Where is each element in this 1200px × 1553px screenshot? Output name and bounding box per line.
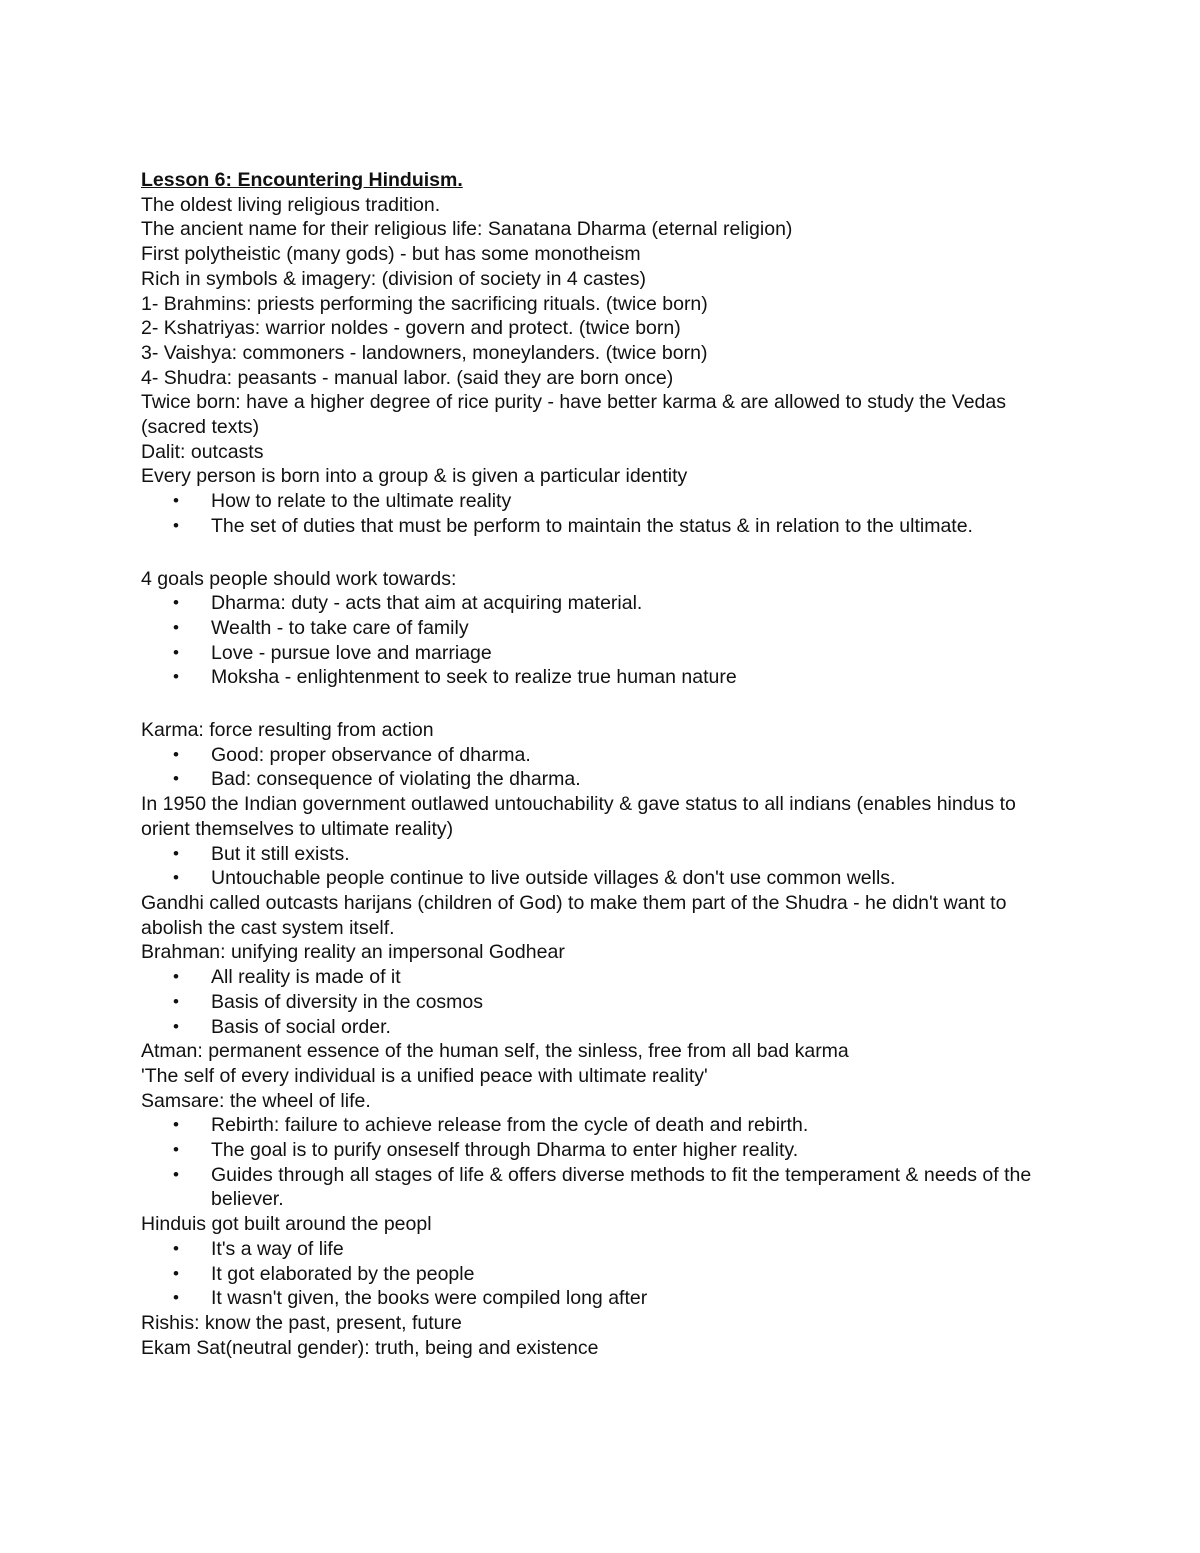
- bullet-icon: •: [173, 843, 179, 863]
- list-item-text: Rebirth: failure to achieve release from the cycle of death and rebirth.: [211, 1114, 809, 1137]
- list-item-text: How to relate to the ultimate reality: [211, 490, 512, 513]
- list-item-text: The set of duties that must be perform to maintain the status & in relation to the ultimate.: [211, 514, 973, 537]
- list-item-text: It got elaborated by the people: [211, 1262, 475, 1285]
- bullet-icon: •: [173, 744, 179, 764]
- brahman-list: [141, 965, 1061, 1039]
- list-item: [141, 641, 1061, 666]
- list-item-text: Basis of social order.: [211, 1015, 391, 1038]
- caste-brahmins: 1- Brahmins: priests performing the sacrificing rituals. (twice born): [141, 292, 708, 315]
- list-item-text: The goal is to purify onseself through Dharma to enter higher reality.: [211, 1139, 799, 1162]
- list-item-text: All reality is made of it: [211, 966, 401, 989]
- list-item: [141, 990, 1061, 1015]
- list-item: [141, 591, 1061, 616]
- bullet-icon: •: [173, 1288, 179, 1308]
- list-item: [141, 1237, 1061, 1262]
- list-item-text: Moksha - enlightenment to seek to realize true human nature: [211, 666, 737, 689]
- text-line: Every person is born into a group & is given a particular identity: [141, 465, 688, 488]
- text-line: Gandhi called outcasts harijans (children of God) to make them part of the Shudra - he didn't want to abolish the cast system itself.: [141, 891, 1007, 939]
- bullet-icon: •: [173, 868, 179, 888]
- lesson-title: Lesson 6: Encountering Hinduism.: [141, 169, 463, 191]
- list-item: [141, 1138, 1061, 1163]
- karma-heading: Karma: force resulting from action: [141, 719, 434, 742]
- bullet-icon: •: [173, 991, 179, 1011]
- list-item-text: Wealth - to take care of family: [211, 616, 469, 639]
- list-item-text: Dharma: duty - acts that aim at acquiring material.: [211, 592, 643, 615]
- bullet-list: [141, 489, 1061, 538]
- karma-list: [141, 743, 1061, 792]
- text-line: Rich in symbols & imagery: (division of society in 4 castes): [141, 267, 647, 290]
- bullet-icon: •: [173, 769, 179, 789]
- list-item: [141, 514, 1061, 539]
- list-item-text: Bad: consequence of violating the dharma.: [211, 768, 581, 791]
- list-item-text: Untouchable people continue to live outside villages & don't use common wells.: [211, 867, 896, 890]
- bullet-icon: •: [173, 593, 179, 613]
- list-item-text: Basis of diversity in the cosmos: [211, 990, 484, 1013]
- samsare-heading: Samsare: the wheel of life.: [141, 1089, 371, 1112]
- brahman-heading: Brahman: unifying reality an impersonal Godhear: [141, 941, 565, 964]
- bullet-icon: •: [173, 667, 179, 687]
- bullet-icon: •: [173, 1238, 179, 1258]
- samsare-list: [141, 1113, 1061, 1212]
- blank-line: [141, 539, 1061, 567]
- bullet-icon: •: [173, 1016, 179, 1036]
- text-line: Dalit: outcasts: [141, 440, 264, 463]
- bullet-icon: •: [173, 515, 179, 535]
- list-item-text: It's a way of life: [211, 1237, 344, 1260]
- list-item: [141, 1015, 1061, 1040]
- bullet-icon: •: [173, 1164, 179, 1184]
- rishis-line: Rishis: know the past, present, future: [141, 1311, 462, 1334]
- list-item: [141, 1113, 1061, 1138]
- law-list: [141, 842, 1061, 891]
- list-item: [141, 866, 1061, 891]
- bullet-icon: •: [173, 1115, 179, 1135]
- list-item: [141, 1262, 1061, 1287]
- goals-list: [141, 591, 1061, 690]
- bullet-icon: •: [173, 1140, 179, 1160]
- text-line: In 1950 the Indian government outlawed untouchability & gave status to all indians (enables hindus to orient themselves to ultimate reality): [141, 793, 1016, 840]
- text-line: The oldest living religious tradition.: [141, 193, 441, 216]
- list-item: [141, 767, 1061, 792]
- atman-line: Atman: permanent essence of the human self, the sinless, free from all bad karma: [141, 1040, 849, 1063]
- bullet-icon: •: [173, 967, 179, 987]
- goals-intro: 4 goals people should work towards:: [141, 567, 457, 590]
- list-item-text: Good: proper observance of dharma.: [211, 743, 531, 766]
- caste-kshatriyas: 2- Kshatriyas: warrior noldes - govern and protect. (twice born): [141, 317, 681, 340]
- quote-line: 'The self of every individual is a unified peace with ultimate reality': [141, 1064, 708, 1087]
- document-page: [141, 168, 1061, 1360]
- list-item-text: But it still exists.: [211, 842, 350, 865]
- hinduis-list: [141, 1237, 1061, 1311]
- list-item: [141, 842, 1061, 867]
- list-item-text: It wasn't given, the books were compiled long after: [211, 1287, 648, 1310]
- text-line: The ancient name for their religious life: Sanatana Dharma (eternal religion): [141, 218, 793, 241]
- text-line: Twice born: have a higher degree of rice purity - have better karma & are allowed to study the Vedas (sacred texts): [141, 391, 1006, 439]
- bullet-icon: •: [173, 1263, 179, 1283]
- ekam-sat-line: Ekam Sat(neutral gender): truth, being and existence: [141, 1336, 599, 1359]
- text-line: First polytheistic (many gods) - but has some monotheism: [141, 243, 641, 266]
- list-item-text: Guides through all stages of life & offers diverse methods to fit the temperament & needs of the believer.: [211, 1163, 1032, 1211]
- list-item: [141, 616, 1061, 641]
- bullet-icon: •: [173, 491, 179, 511]
- blank-line: [141, 690, 1061, 718]
- list-item-text: Love - pursue love and marriage: [211, 641, 492, 664]
- list-item: [141, 665, 1061, 690]
- list-item: [141, 489, 1061, 514]
- list-item: [141, 1163, 1061, 1212]
- list-item: [141, 965, 1061, 990]
- caste-vaishya: 3- Vaishya: commoners - landowners, moneylanders. (twice born): [141, 341, 708, 364]
- bullet-icon: •: [173, 617, 179, 637]
- list-item: [141, 1286, 1061, 1311]
- list-item: [141, 743, 1061, 768]
- caste-shudra: 4- Shudra: peasants - manual labor. (said they are born once): [141, 366, 674, 389]
- hinduis-heading: Hinduis got built around the peopl: [141, 1213, 432, 1236]
- bullet-icon: •: [173, 642, 179, 662]
